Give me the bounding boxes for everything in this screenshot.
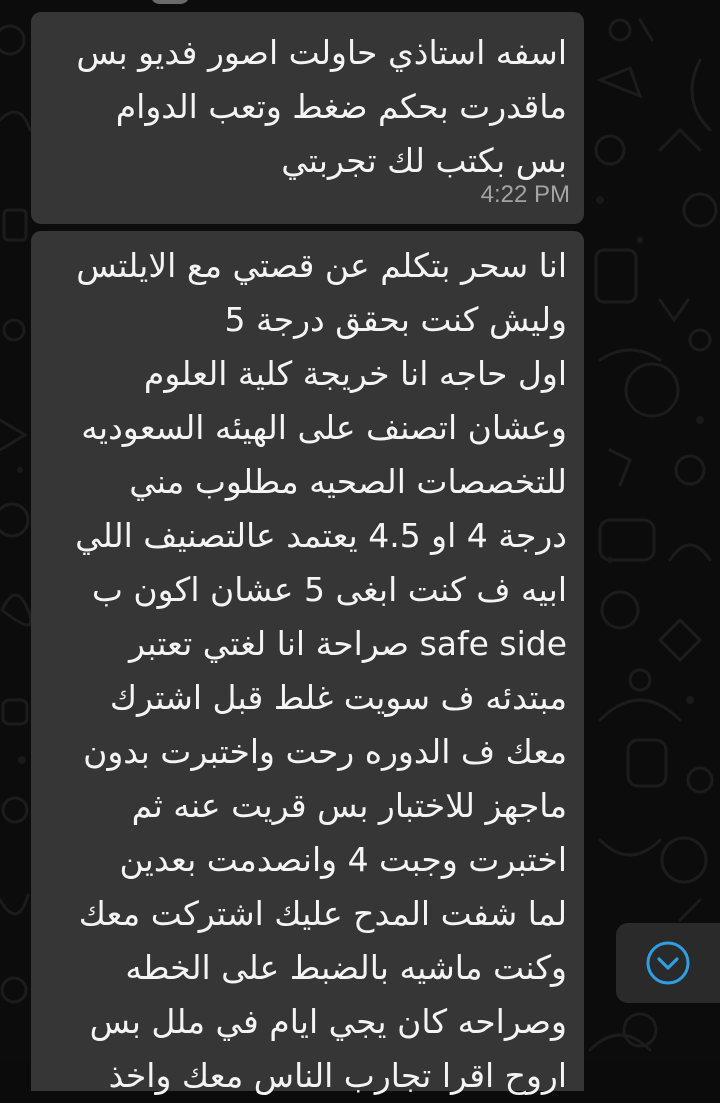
message-line: safe side صراحة انا لغتي تعتبر xyxy=(129,624,567,663)
message-line: وكنت ماشيه بالضبط على الخطه xyxy=(125,948,567,987)
message-line: ابيه ف كنت ابغى 5 عشان اكون ب xyxy=(91,570,567,609)
message-line: اروح اقرا تجارب الناس معك واخذ xyxy=(108,1056,567,1095)
scroll-to-bottom-button[interactable] xyxy=(616,923,720,1003)
chevron-down-circle-icon xyxy=(644,939,692,987)
message-line: ماقدرت بحكم ضغط وتعب الدوام xyxy=(115,87,567,126)
message-line: وليش كنت بحقق درجة 5 xyxy=(224,300,567,339)
incoming-message-bubble[interactable] xyxy=(31,231,584,1095)
message-line: ماجهز للاختبار بس قريت عنه ثم xyxy=(131,786,567,825)
message-line: بس بكتب لك تجربتي xyxy=(281,141,567,180)
incoming-message-bubble[interactable] xyxy=(31,12,584,224)
message-line: لما شفت المدح عليك اشتركت معك xyxy=(78,894,567,933)
message-line: وعشان اتصنف على الهيئه السعوديه xyxy=(81,408,567,447)
message-line: وصراحه كان يجي ايام في ملل بس xyxy=(89,1002,567,1041)
message-line: معك ف الدوره رحت واختبرت بدون xyxy=(83,732,567,771)
message-line: اسفه استاذي حاولت اصور فديو بس xyxy=(76,33,567,72)
message-text xyxy=(76,26,567,188)
message-line: مبتدئه ف سويت غلط قبل اشترك xyxy=(109,678,567,717)
message-line: درجة 4 او 4.5 يعتمد عالتصنيف اللي xyxy=(75,516,567,555)
message-line: انا سحر بتكلم عن قصتي مع الايلتس xyxy=(76,246,567,285)
message-line: للتخصصات الصحيه مطلوب مني xyxy=(129,462,567,501)
message-line: اختبرت وجبت 4 وانصدمت بعدين xyxy=(119,840,567,879)
message-timestamp: 4:22 PM xyxy=(480,181,570,208)
message-text xyxy=(75,239,567,1103)
avatar xyxy=(150,0,190,4)
message-line: اول حاجه انا خريجة كلية العلوم xyxy=(143,354,567,393)
